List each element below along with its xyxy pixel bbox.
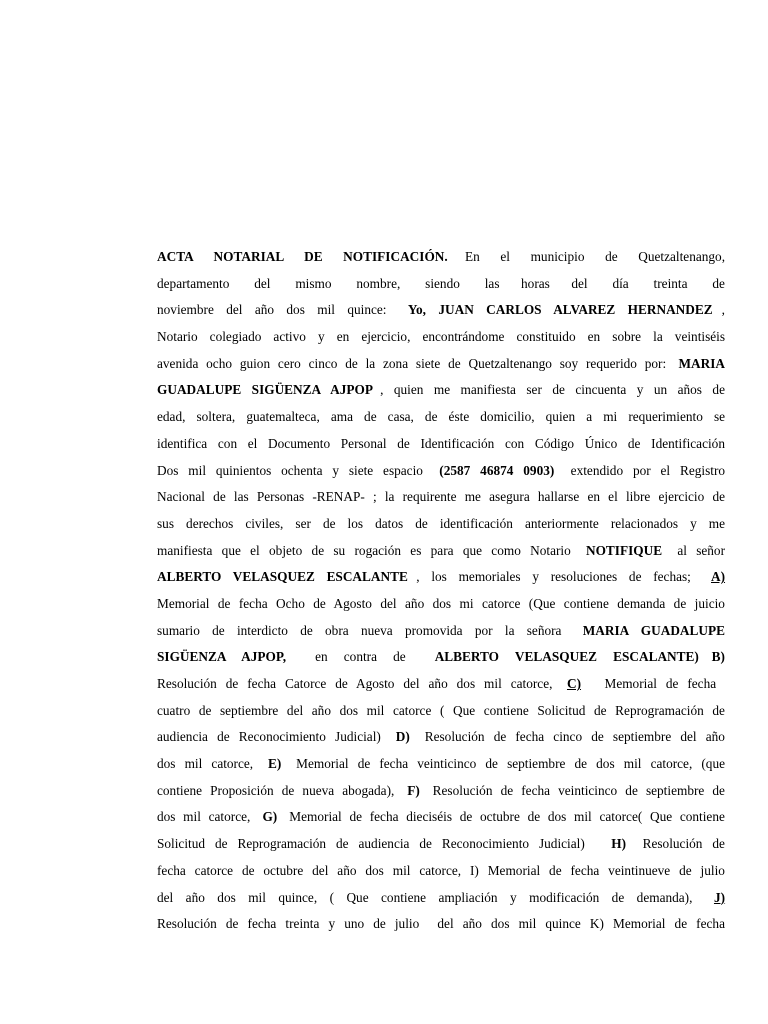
text-line [157, 511, 725, 538]
text-line [157, 751, 725, 778]
text-segment: Notario colegiado activo y en ejercicio, encontrándome constituido en sobre la veintiséis [157, 329, 726, 345]
text-segment: del año dos mil quince, ( Que contiene ampliación y modificación de demanda), [157, 889, 705, 905]
text-line [157, 698, 725, 725]
text-line [157, 804, 725, 831]
text-segment: manifiesta que el objeto de su rogación es para que como Notario [157, 542, 581, 558]
text-line [157, 671, 725, 698]
text-segment: sus derechos civiles, ser de los datos de identificación anteriormente relacionados y me [157, 515, 726, 531]
text-segment: identifica con el Documento Personal de Identificación con Código Único de Identificación [157, 435, 725, 451]
text-segment: contiene Proposición de nueva abogada), [157, 782, 403, 798]
text-line [157, 297, 725, 324]
text-segment: , [721, 302, 725, 318]
text-line [157, 351, 725, 378]
text-segment: sumario de interdicto de obra nueva promovida por la señora [157, 622, 574, 638]
text-segment: departamento del mismo nombre, siendo las [157, 275, 500, 291]
text-segment: avenida ocho guion cero cinco de la zona siete de Quetzaltenango soy requerido por: [157, 355, 674, 371]
text-segment: NOTIFIQUE [585, 542, 663, 558]
text-segment: , quien me manifiesta ser de cincuenta y un años de [380, 382, 725, 398]
text-segment: al señor [668, 542, 726, 558]
text-segment: ALBERTO VELASQUEZ ESCALANTE [157, 569, 408, 585]
text-line [157, 431, 725, 458]
text-line [157, 484, 725, 511]
text-line [157, 377, 725, 404]
text-segment: Resolución de [632, 836, 725, 852]
text-segment: (2587 46874 0903) [439, 462, 555, 478]
text-segment: Yo, JUAN CARLOS ALVAREZ HERNANDEZ [407, 302, 713, 318]
text-line [157, 591, 725, 618]
text-segment: extendido por el Registro [560, 462, 726, 478]
text-segment: MARIA GUADALUPE [582, 622, 726, 638]
text-line [157, 458, 725, 485]
text-segment: ACTA NOTARIAL DE NOTIFICACIÓN. [157, 249, 448, 264]
text-segment: cuatro de septiembre del año dos mil catorce ( Que contiene Solicitud de Reprogramación de [157, 702, 725, 718]
text-segment: dos mil catorce, [157, 756, 263, 772]
text-line [157, 564, 725, 591]
text-line [157, 858, 725, 885]
text-line [157, 831, 725, 858]
text-segment: MARIA [678, 355, 726, 371]
text-line [157, 244, 725, 271]
text-segment: , los memoriales y resoluciones de fechas; [416, 569, 703, 585]
text-line [157, 778, 725, 805]
text-line [157, 911, 725, 938]
text-segment: SIGÜENZA AJPOP, [157, 649, 287, 665]
text-segment: J) [713, 889, 726, 905]
text-segment: Resolución de fecha Catorce de Agosto del año dos mil catorce, [157, 676, 562, 691]
text-line [157, 885, 725, 912]
text-segment: Nacional de las Personas -RENAP- ; la requirente me asegura hallarse en el libre ejercicio de [157, 489, 726, 505]
text-segment: Resolución de fecha treinta y uno de julio del año dos mil quince K) Memorial de fecha [157, 916, 725, 932]
text-segment: fecha catorce de octubre del año dos mil catorce, I) Memorial de fecha veintinueve de julio [157, 862, 725, 878]
text-segment: A) [711, 569, 726, 585]
text-segment: del día treinta de [571, 275, 725, 291]
text-line [157, 724, 725, 751]
text-segment: GUADALUPE SIGÜENZA AJPOP [157, 382, 373, 398]
text-segment: Resolución de fecha cinco de septiembre del año [415, 729, 725, 745]
text-segment: Resolución de fecha veinticinco de septiembre de [424, 782, 725, 798]
text-line [157, 324, 725, 351]
text-segment: En el municipio de Quetzaltenango, [465, 249, 726, 264]
text-segment: Memorial de fecha [586, 676, 726, 691]
text-segment: edad, soltera, guatemalteca, ama de casa, de éste domicilio, quien a mi requerimiento se [157, 409, 726, 425]
text-segment: Solicitud de Reprogramación de audiencia de Reconocimiento Judicial) [157, 836, 605, 852]
text-segment: F) [407, 782, 420, 798]
text-segment: Dos mil quinientos ochenta y siete espacio [157, 462, 433, 478]
text-segment: G) [262, 809, 278, 825]
text-segment: ALBERTO VELASQUEZ ESCALANTE) [434, 649, 699, 665]
text-line [157, 538, 725, 565]
text-segment: C) [566, 676, 582, 691]
text-segment: B) [711, 649, 725, 665]
text-segment: Memorial de fecha veinticinco de septiembre de dos mil catorce, (que [287, 756, 726, 772]
text-segment: audiencia de Reconocimiento Judicial) [157, 729, 390, 745]
text-segment: horas [521, 275, 550, 291]
text-segment: noviembre del año dos mil quince: [157, 302, 399, 318]
text-segment: D) [395, 729, 410, 745]
text-line [157, 404, 725, 431]
text-segment: dos mil catorce, [157, 809, 259, 825]
text-segment: Memorial de fecha dieciséis de octubre de dos mil catorce( Que contiene [281, 809, 725, 825]
text-line [157, 271, 725, 298]
text-segment: en contra de [298, 649, 422, 665]
notarial-act-body [157, 244, 725, 938]
text-segment: E) [267, 756, 282, 772]
text-line [157, 618, 725, 645]
text-segment: Memorial de fecha Ocho de Agosto del año dos mi catorce (Que contiene demanda de juicio [157, 595, 725, 611]
text-line [157, 644, 725, 671]
text-segment: H) [611, 836, 627, 852]
